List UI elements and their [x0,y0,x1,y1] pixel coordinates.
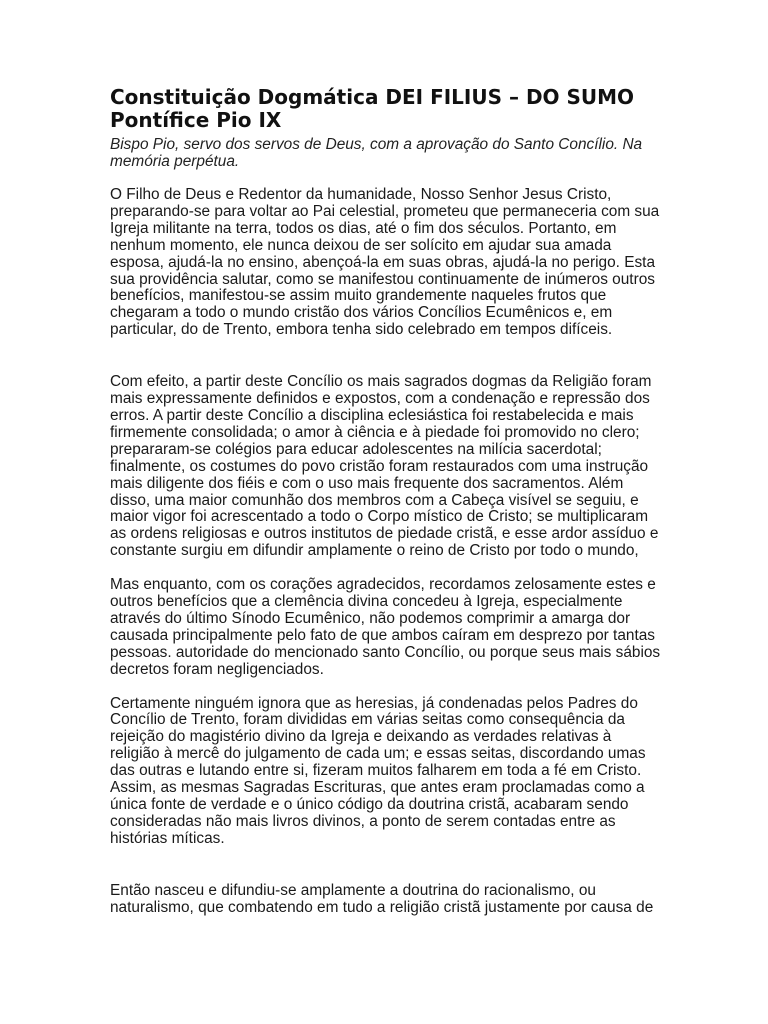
paragraph-2: Com efeito, a partir deste Concílio os mais sagrados dogmas da Religião foram mais expressamente definidos e expostos, com a condenação e repressão dos erros. A partir deste Concílio a disciplina eclesiástica foi restabelecida e mais firmemente consolidada; o amor à ciência e à piedade foi promovido no clero; prepararam-se colégios para educar adolescentes na milícia sacerdotal; finalmente, os costumes do povo cristão foram restaurados com uma instrução mais diligente dos fiéis e com o uso mais frequente dos sacramentos. Além disso, uma maior comunhão dos membros com a Cabeça visível se seguiu, e maior vigor foi acrescentado a todo o Corpo místico de Cristo; se multiplicaram as ordens religiosas e outros institutos de piedade cristã, e esse ardor assíduo e constante surgiu em difundir amplamente o reino de Cristo por todo o mundo, [110,373,659,560]
paragraph-4: Certamente ninguém ignora que as heresias, já condenadas pelos Padres do Concílio de Trento, foram divididas em várias seitas como consequência da rejeição do magistério divino da Igreja e deixando as verdades relativas à religião à mercê do julgamento de cada um; e essas seitas, discordando umas das outras e lutando entre si, fizeram muitos falharem em toda a fé em Cristo. Assim, as mesmas Sagradas Escrituras, que antes eram proclamadas como a única fonte de verdade e o único código da doutrina cristã, acabaram sendo consideradas não mais livros divinos, a ponto de serem contadas entre as histórias míticas. [110,694,646,847]
paragraph-3: Mas enquanto, com os corações agradecidos, recordamos zelosamente estes e outros benefícios que a clemência divina concedeu à Igreja, especialmente através do último Sínodo Ecumênico, não podemos comprimir a amarga dor causada principalmente pelo fato de que ambos caíram em desprezo por tantas pessoas. autoridade do mencionado santo Concílio, ou porque seus mais sábios decretos foram negligenciados. [110,576,661,678]
document-title: Constituição Dogmática DEI FILIUS – DO SUMO Pontífice Pio IX [110,85,635,132]
paragraph-5: Então nasceu e difundiu-se amplamente a doutrina do racionalismo, ou naturalismo, que combatendo em tudo a religião cristã justamente por causa de [110,881,654,916]
document-subtitle: Bispo Pio, servo dos servos de Deus, com a aprovação do Santo Concílio. Na memória perpétua. [110,136,643,170]
paragraph-1: O Filho de Deus e Redentor da humanidade, Nosso Senhor Jesus Cristo, preparando-se para voltar ao Pai celestial, prometeu que permaneceria com sua Igreja militante na terra, todos os dias, até o fim dos séculos. Portanto, em nenhum momento, ele nunca deixou de ser solícito em ajudar sua amada esposa, ajudá-la no ensino, abençoá-la em suas obras, ajudá-la no perigo. Esta sua providência salutar, como se manifestou continuamente de inúmeros outros benefícios, manifestou-se assim muito grandemente naqueles frutos que chegaram a todo o mundo cristão dos vários Concílios Ecumênicos e, em particular, do de Trento, embora tenha sido celebrado em tempos difíceis. [110,186,660,339]
document-page [110,86,662,917]
